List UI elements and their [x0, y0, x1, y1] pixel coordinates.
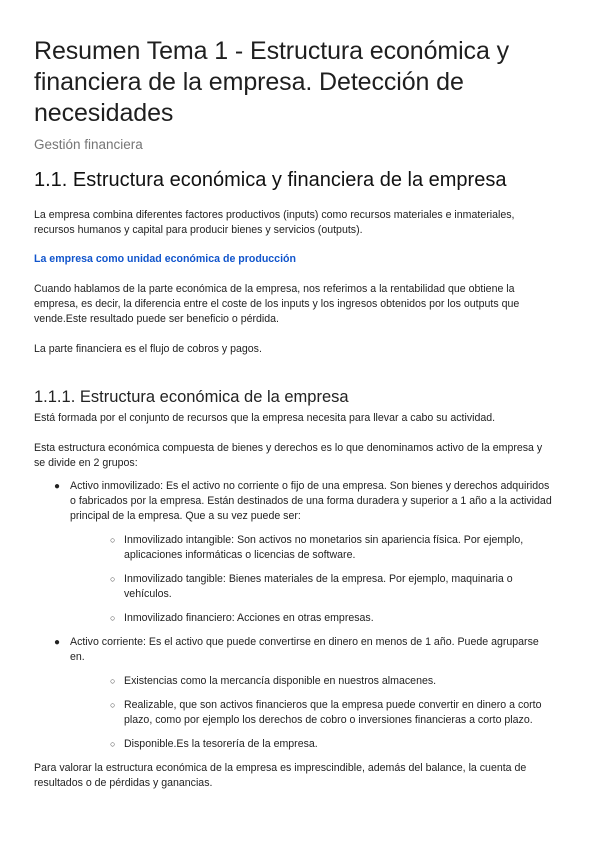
sub-list-item	[70, 533, 554, 563]
list-item	[34, 635, 554, 752]
hollow-bullet-icon: ○	[110, 676, 116, 686]
hollow-bullet-icon: ○	[110, 574, 116, 584]
asset-list	[34, 479, 554, 752]
hollow-bullet-icon: ○	[110, 535, 116, 545]
list-item-text: Activo corriente: Es el activo que puede convertirse en dinero en menos de 1 año. Puede agruparse en.	[70, 636, 539, 663]
sub-list	[70, 533, 554, 626]
document-title: Resumen Tema 1 - Estructura económica y financiera de la empresa. Detección de necesidades	[34, 37, 510, 127]
sub-list-item-text: Inmovilizado tangible: Bienes materiales de la empresa. Por ejemplo, maquinaria o vehículos.	[124, 573, 513, 600]
sub-list-item	[70, 698, 554, 728]
economic-unit-link[interactable]: La empresa como unidad económica de producción	[34, 253, 296, 265]
bullet-icon: ●	[54, 481, 61, 492]
asset-paragraph: Esta estructura económica compuesta de bienes y derechos es lo que denominamos activo de la empresa y se divide en 2 grupos:	[34, 442, 543, 469]
hollow-bullet-icon: ○	[110, 739, 116, 749]
hollow-bullet-icon: ○	[110, 613, 116, 623]
sub-list-item-text: Inmovilizado financiero: Acciones en otras empresas.	[124, 612, 374, 624]
list-item-text: Activo inmovilizado: Es el activo no corriente o fijo de una empresa. Son bienes y derechos adquiridos o fabricados por la empresa. Están destinados de una forma duradera y superior a 1 año a la actividad principal de la empresa. Que a su vez puede ser:	[70, 480, 552, 522]
document-page	[34, 36, 554, 791]
sub-list-item	[70, 674, 554, 689]
section-heading-1-1: 1.1. Estructura económica y financiera de la empresa	[34, 169, 507, 191]
sub-list-item-text: Existencias como la mercancía disponible en nuestros almacenes.	[124, 675, 437, 687]
sub-list-item	[70, 737, 554, 752]
economic-part-paragraph: Cuando hablamos de la parte económica de la empresa, nos referimos a la rentabilidad que obtiene la empresa, es decir, la diferencia entre el coste de los inputs y los ingresos obtenidos por los outputs que vende.Este resultado puede ser beneficio o pérdida.	[34, 283, 520, 325]
bullet-icon: ●	[54, 637, 61, 648]
structure-paragraph: Está formada por el conjunto de recursos que la empresa necesita para llevar a cabo su actividad.	[34, 412, 496, 424]
financial-part-paragraph: La parte financiera es el flujo de cobros y pagos.	[34, 343, 262, 355]
sub-list-item	[70, 572, 554, 602]
sub-list	[70, 674, 554, 752]
hollow-bullet-icon: ○	[110, 700, 116, 710]
sub-list-item-text: Inmovilizado intangible: Son activos no monetarios sin apariencia física. Por ejemplo, aplicaciones informáticas o licencias de software.	[124, 534, 524, 561]
sub-list-item-text: Realizable, que son activos financieros que la empresa puede convertir en dinero a corto plazo, como por ejemplo los derechos de cobro o inversiones financieras a corto plazo.	[124, 699, 542, 726]
list-item	[34, 479, 554, 626]
closing-paragraph: Para valorar la estructura económica de la empresa es imprescindible, además del balance, la cuenta de resultados o de pérdidas y ganancias.	[34, 762, 527, 789]
intro-paragraph: La empresa combina diferentes factores productivos (inputs) como recursos materiales e inmateriales, recursos humanos y capital para producir bienes y servicios (outputs).	[34, 209, 515, 236]
sub-list-item-text: Disponible.Es la tesorería de la empresa.	[124, 738, 318, 750]
document-subtitle: Gestión financiera	[34, 137, 143, 152]
section-heading-1-1-1: 1.1.1. Estructura económica de la empresa	[34, 388, 349, 406]
sub-list-item	[70, 611, 554, 626]
